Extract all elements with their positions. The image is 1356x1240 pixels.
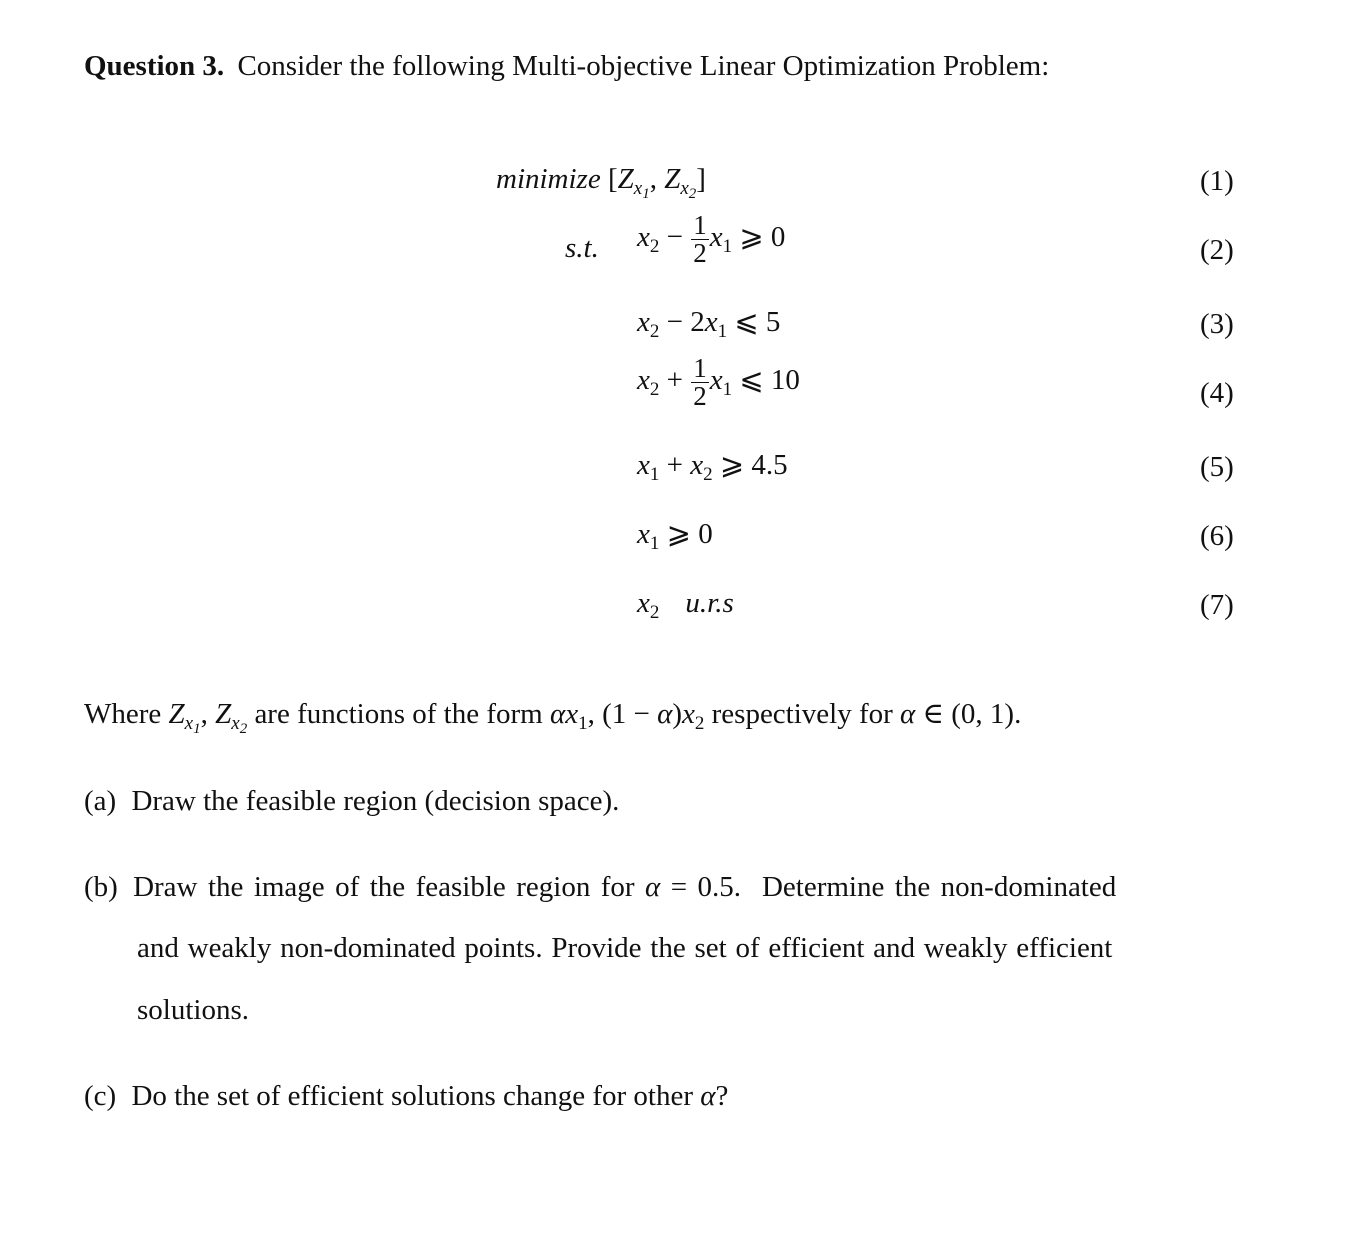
where-line: Where $Z_{x_1}$, $Z_{x_2}$ are functions of the form $\alpha x_1$, $(1 - \alpha)x_2$ respectively for α ∈ (0, 1).	[84, 698, 1022, 737]
equation-number: (6)	[1200, 520, 1234, 552]
constraint-3: $x_2 - 2x_1$ ⩽ 5	[637, 306, 781, 342]
objective-line	[496, 163, 706, 202]
objective-vector: [$Z_{x_1}$, $Z_{x_2}$]	[607, 163, 706, 202]
part-b-line-3: solutions.	[137, 994, 249, 1026]
part-a: (a) Draw the feasible region (decision space).	[84, 785, 620, 817]
part-label: (b)	[84, 871, 118, 903]
part-label: (c)	[84, 1080, 117, 1112]
question-intro: Consider the following Multi-objective Linear Optimization Problem:	[237, 50, 1050, 82]
fraction-half: $\frac{1}{2}$	[693, 353, 707, 411]
fraction-half: $\frac{1}{2}$	[693, 210, 707, 268]
part-label: (a)	[84, 785, 117, 817]
objective-keyword: minimize	[496, 163, 601, 195]
constraint-4: $x_2$ + $\frac{1}{2}$ $x_1$ ⩽ 10	[637, 353, 800, 411]
part-b: (b) Draw the image of the feasible region for α = 0.5. Determine the non-dominated	[84, 871, 1117, 903]
equation-number: (4)	[1200, 377, 1234, 409]
equation-number: (1)	[1200, 165, 1234, 197]
question-header	[84, 52, 1049, 81]
constraint-2: $x_2$ − $\frac{1}{2}$ $x_1$ ⩾ 0	[637, 210, 786, 268]
equation-number: (5)	[1200, 451, 1234, 483]
question-label: Question 3.	[84, 50, 225, 82]
constraint-7: $x_2$ u.r.s	[637, 587, 734, 623]
equation-number: (7)	[1200, 589, 1234, 621]
part-b-line-2: and weakly non-dominated points. Provide the set of efficient and weakly efficient	[137, 932, 1113, 964]
constraint-5: $x_1 + x_2$ ⩾ 4.5	[637, 449, 788, 485]
equation-number: (3)	[1200, 308, 1234, 340]
part-c: (c) Do the set of efficient solutions change for other α?	[84, 1080, 729, 1112]
constraint-6: $x_1$ ⩾ 0	[637, 518, 713, 554]
subject-to-label: s.t.	[565, 232, 599, 264]
equation-number: (2)	[1200, 234, 1234, 266]
